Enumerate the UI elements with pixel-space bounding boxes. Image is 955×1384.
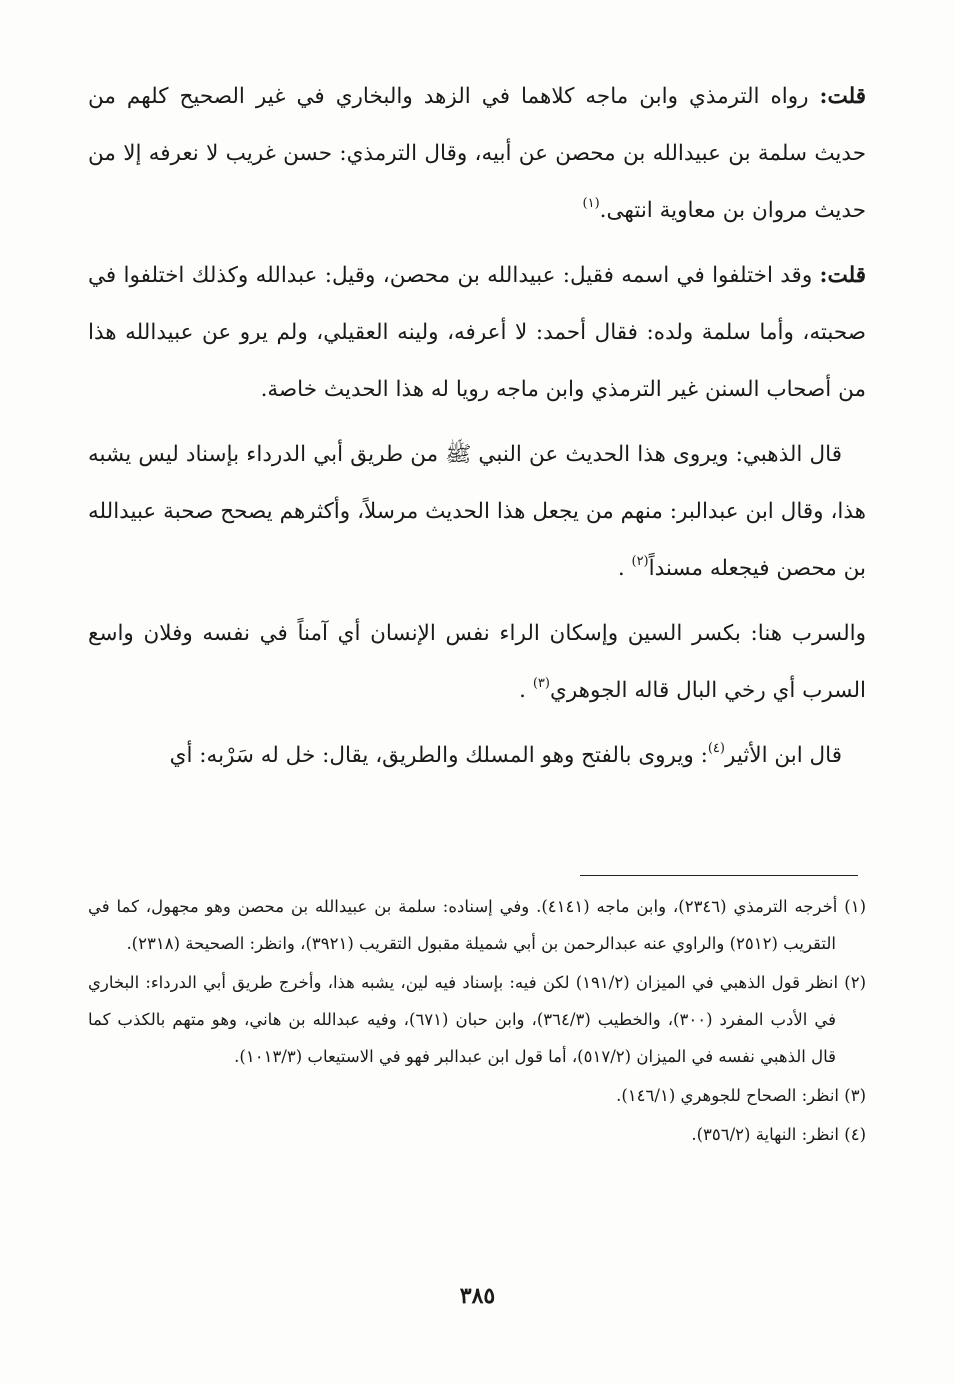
footnote-ref: (٣) <box>532 676 550 691</box>
footnote-separator <box>580 875 858 876</box>
footnote-4: (٤) انظر: النهاية (٣٥٦/٢). <box>691 1125 866 1144</box>
paragraph-2 <box>88 247 866 418</box>
paragraph-lead: قلت: <box>819 263 866 288</box>
footnote-ref: (١) <box>582 196 600 211</box>
paragraph-text: قال الذهبي: ويروى هذا الحديث عن النبي ﷺ من طريق أبي الدرداء بإسناد ليس يشبه هذا، وقال ابن عبدالبر: منهم من يجعل هذا الحديث مرسلاً، وأكثرهم يصحح صحبة عبيدالله بن محصن فيجعله مسنداً <box>88 442 866 581</box>
footnote-ref: (٢) <box>631 554 649 569</box>
paragraph-text: رواه الترمذي وابن ماجه كلاهما في الزهد والبخاري في غير الصحيح كلهم من حديث سلمة بن عبيدالله بن محصن عن أبيه، وقال الترمذي: حسن غريب لا نعرفه إلا من حديث مروان بن معاوية انتهى. <box>88 84 866 223</box>
footnote-3: (٣) انظر: الصحاح للجوهري (١٤٦/١). <box>616 1086 866 1105</box>
paragraph-text: والسرب هنا: بكسر السين وإسكان الراء نفس الإنسان أي آمناً في نفسه وفلان واسع السرب أي رخي البال قاله الجوهري <box>88 621 866 703</box>
paragraph-lead: قلت: <box>819 84 866 109</box>
paragraph-text: وقد اختلفوا في اسمه فقيل: عبيدالله بن محصن، وقيل: عبدالله وكذلك اختلفوا في صحبته، وأما سلمة ولده: فقال أحمد: لا أعرفه، ولينه العقيلي، ولم يرو عن عبيدالله هذا من أصحاب السنن غير الترمذي وابن ماجه رويا له هذا الحديث خاصة. <box>88 263 866 402</box>
footnote-2: (٢) انظر قول الذهبي في الميزان (١٩١/٢) لكن فيه: بإسناد فيه لين، يشبه هذا، وأخرج طريق أبي الدرداء: البخاري في الأدب المفرد (٣٠٠)، والخطيب (٣٦٤/٣)، وابن حبان (٦٧١)، وفيه عبدالله بن هاني، وهو متهم بالكذب كما قال الذهبي نفسه في الميزان (٥١٧/٢)، أما قول ابن عبدالبر فهو في الاستيعاب (١٠١٣/٣). <box>88 973 867 1066</box>
paragraph-text: قال ابن الأثير <box>724 743 842 768</box>
paragraph-3: قال الذهبي: ويروى هذا الحديث عن النبي ﷺ من طريق أبي الدرداء بإسناد ليس يشبه هذا، وقال ابن عبدالبر: منهم من يجعل هذا الحديث مرسلاً، وأكثرهم يصحح صحبة عبيدالله بن محصن فيجعله مسنداً$^{(٢)}$ . <box>88 442 866 581</box>
footnote-1: (١) أخرجه الترمذي (٢٣٤٦)، وابن ماجه (٤١٤١). وفي إسناده: سلمة بن عبيدالله بن محصن وهو مجهول، كما في التقريب (٢٥١٢) والراوي عنه عبدالرحمن بن أبي شميلة مقبول التقريب (٣٩٢١)، وانظر: الصحيحة (٢٣١٨). <box>88 897 867 953</box>
paragraph-4: والسرب هنا: بكسر السين وإسكان الراء نفس الإنسان أي آمناً في نفسه وفلان واسع السرب أي رخي البال قاله الجوهري$^{(٣)}$ . <box>88 621 866 703</box>
footnotes <box>88 888 866 1153</box>
paragraph-1 <box>88 68 866 239</box>
footnote-ref: (٤) <box>707 741 725 756</box>
page-number: ٣٨٥ <box>459 1283 496 1309</box>
paragraph-5 <box>88 727 866 784</box>
main-text <box>88 68 866 784</box>
paragraph-text-continued: : ويروى بالفتح وهو المسلك والطريق، يقال: خل له سَرْبه: أي <box>169 743 708 768</box>
